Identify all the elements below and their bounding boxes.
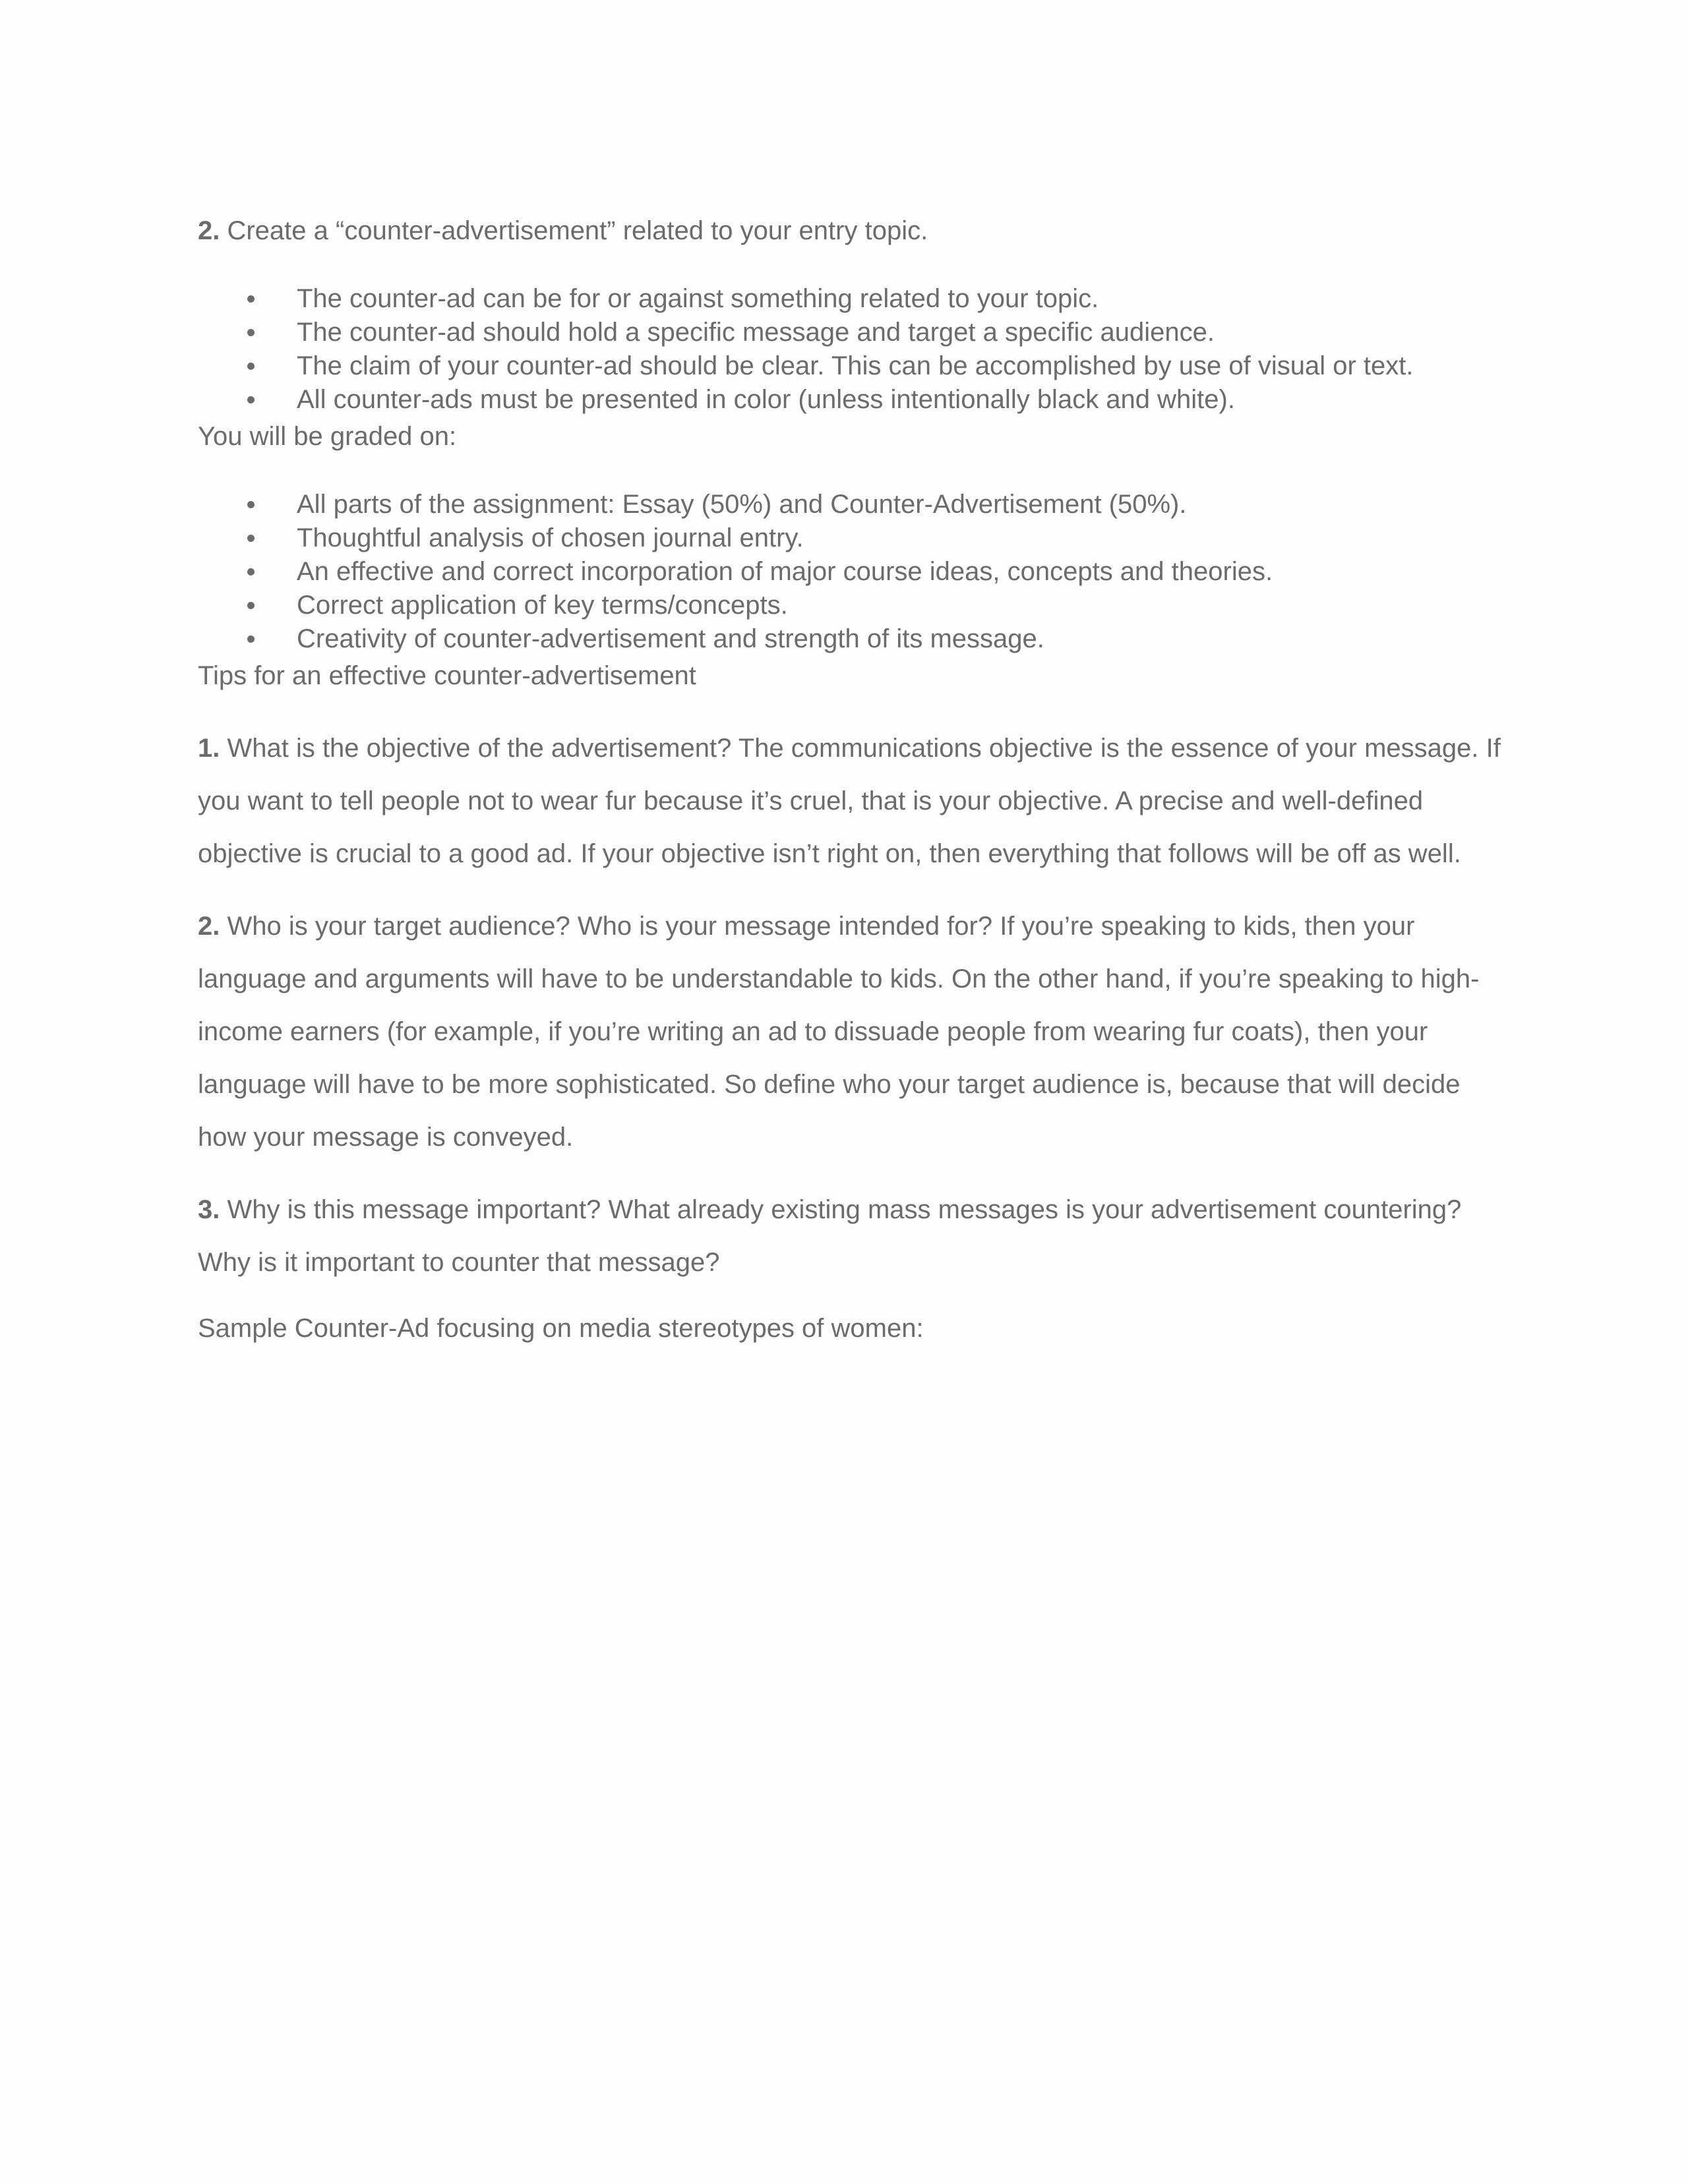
- bullet-icon: [247, 635, 255, 643]
- list-item: [198, 589, 1503, 622]
- list-item-text: An effective and correct incorporation of major course ideas, concepts and theories.: [297, 557, 1273, 586]
- tip-number: 3.: [198, 1195, 220, 1224]
- tip-text: Who is your target audience? Who is your message intended for? If you’re speaking to kids, then your language and arguments will have to be understandable to kids. On the other hand, if you’re speaking to high-income earners (for example, if you’re writing an ad to dissuade people from wearing fur coats), then your language will have to be more sophisticated. So define who your target audience is, because that will decide how your message is conveyed.: [198, 912, 1480, 1152]
- intro-text: Create a “counter-advertisement” related to your entry topic.: [220, 216, 928, 245]
- tip-paragraph: [198, 900, 1503, 1164]
- list-item-text: Thoughtful analysis of chosen journal entry.: [297, 523, 804, 552]
- bullet-icon: [247, 501, 255, 508]
- bullet-icon: [247, 602, 255, 609]
- list-item: [198, 488, 1503, 521]
- list-item-text: The claim of your counter-ad should be clear. This can be accomplished by use of visual or text.: [297, 351, 1414, 380]
- bullet-icon: [247, 363, 255, 370]
- tip-text: What is the objective of the advertisement? The communications objective is the essence of your message. If you want to tell people not to wear fur because it’s cruel, that is your objective. A precise and well-defined objective is crucial to a good ad. If your objective isn’t right on, then everything that follows will be off as well.: [198, 734, 1501, 868]
- list-item-text: The counter-ad should hold a specific message and target a specific audience.: [297, 318, 1215, 347]
- list-item: [198, 316, 1503, 349]
- tip-text: Why is this message important? What already existing mass messages is your advertisement countering? Why is it important to counter that message?: [198, 1195, 1462, 1277]
- tip-paragraph: [198, 1183, 1503, 1289]
- list-item-text: All parts of the assignment: Essay (50%) and Counter-Advertisement (50%).: [297, 490, 1187, 519]
- tip-number: 2.: [198, 912, 220, 941]
- bullet-icon: [247, 535, 255, 542]
- intro-number: 2.: [198, 216, 220, 245]
- tips-heading: Tips for an effective counter-advertisement: [198, 661, 696, 690]
- list-item: [198, 521, 1503, 555]
- graded-heading: You will be graded on:: [198, 422, 457, 451]
- document-body: [198, 211, 1503, 1348]
- list-item-text: Correct application of key terms/concepts.: [297, 591, 788, 620]
- tip-number: 1.: [198, 734, 220, 763]
- list-item: [198, 555, 1503, 589]
- bullet-icon: [247, 568, 255, 576]
- list-item-text: The counter-ad can be for or against something related to your topic.: [297, 284, 1099, 313]
- list-item-text: Creativity of counter-advertisement and strength of its message.: [297, 624, 1044, 653]
- assignment-intro: [198, 211, 1503, 251]
- tip-paragraph: [198, 722, 1503, 880]
- requirements-list: [198, 282, 1503, 417]
- sample-caption: Sample Counter-Ad focusing on media stereotypes of women:: [198, 1314, 924, 1343]
- list-item-text: All counter-ads must be presented in color (unless intentionally black and white).: [297, 385, 1235, 414]
- list-item: [198, 622, 1503, 656]
- list-item: [198, 349, 1503, 383]
- bullet-icon: [247, 329, 255, 336]
- grading-criteria-list: [198, 488, 1503, 656]
- list-item: [198, 383, 1503, 417]
- list-item: [198, 282, 1503, 316]
- bullet-icon: [247, 295, 255, 303]
- bullet-icon: [247, 396, 255, 403]
